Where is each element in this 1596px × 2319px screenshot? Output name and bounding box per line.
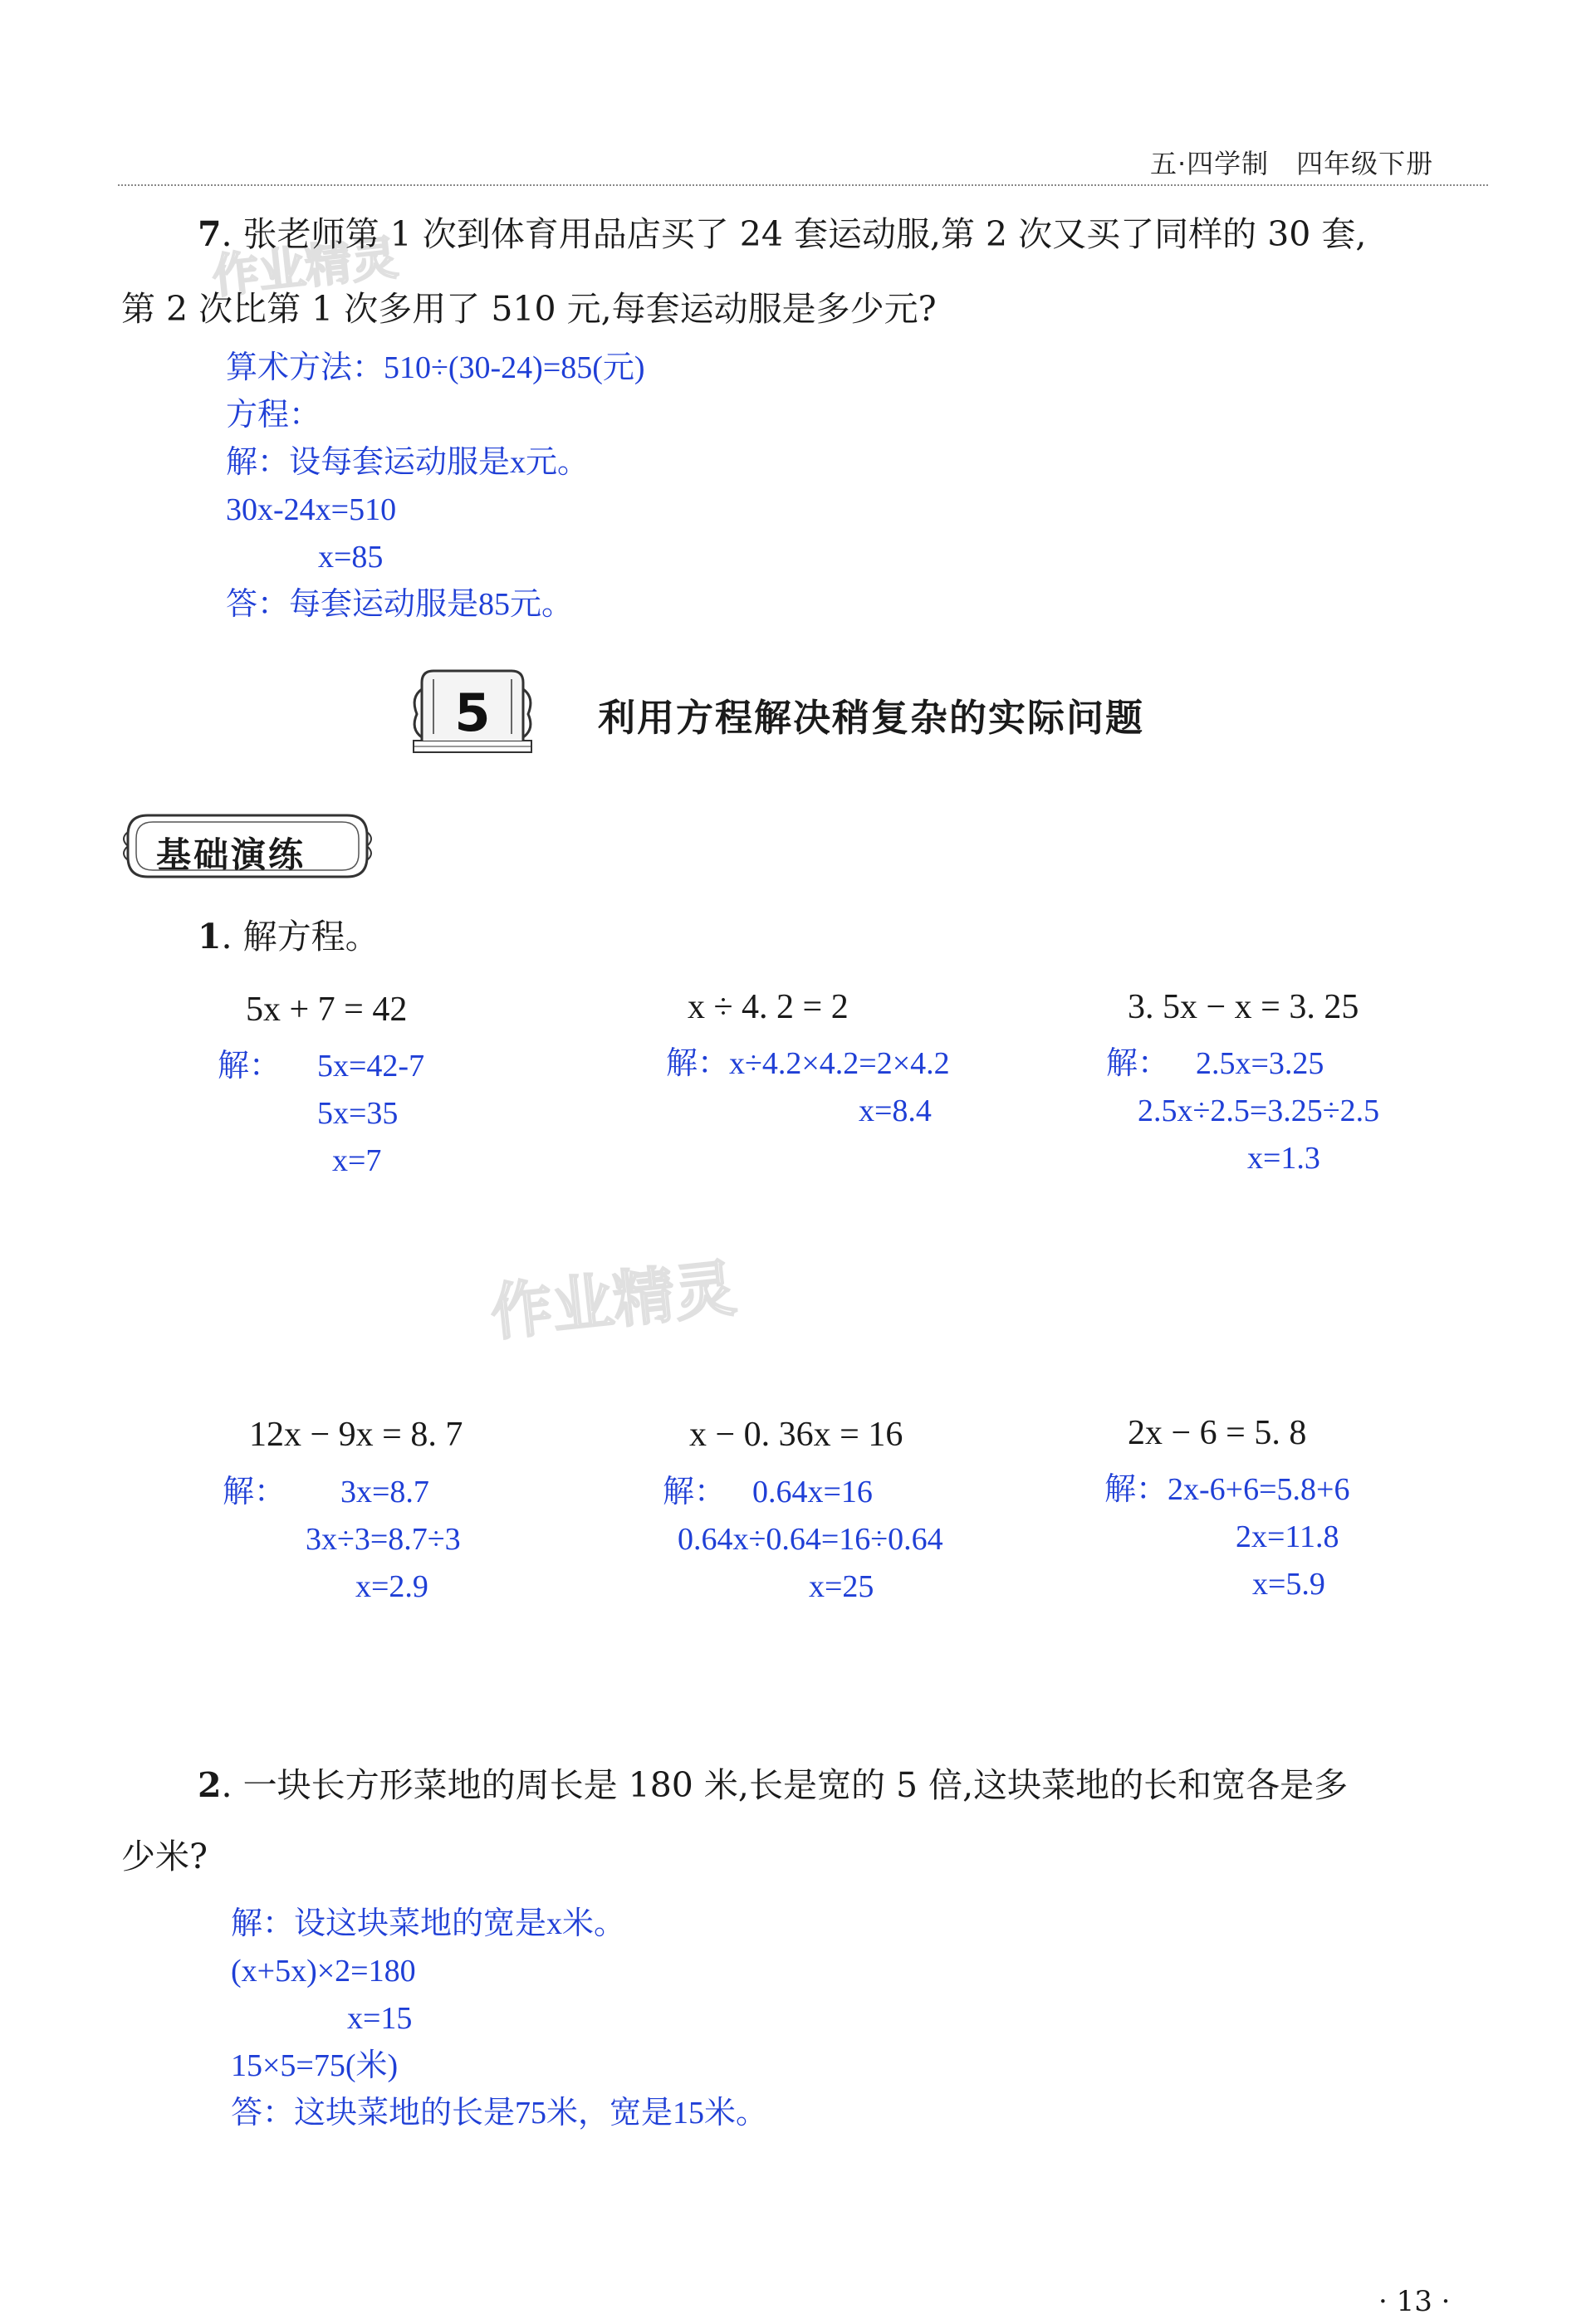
q7-number: 7 bbox=[198, 214, 222, 254]
section-number: 5 bbox=[454, 682, 491, 743]
q2-answer-step2: x=15 bbox=[347, 2001, 413, 2036]
solution-1-label: 解： bbox=[218, 1049, 282, 1084]
q7-answer-step2: x=85 bbox=[318, 540, 384, 575]
solution-6-step2: 2x=11.8 bbox=[1236, 1519, 1339, 1554]
q7-answer-let: 解：设每套运动服是x元。 bbox=[226, 445, 590, 480]
badge-label: 基础演练 bbox=[156, 834, 306, 875]
equation-6: 2x − 6 = 5. 8 bbox=[1128, 1414, 1307, 1452]
q1-prompt bbox=[198, 917, 379, 956]
q2-answer-let: 解：设这块菜地的宽是x米。 bbox=[231, 1906, 626, 1941]
q1-number: 1 bbox=[198, 917, 222, 956]
q7-line2: 第 2 次比第 1 次多用了 510 元,每套运动服是多少元? bbox=[121, 289, 937, 329]
header-book-info: 五·四学制 四年级下册 bbox=[1150, 148, 1434, 179]
equation-4: 12x − 9x = 8. 7 bbox=[249, 1416, 463, 1454]
q2-answer-conclusion: 答：这块菜地的长是75米，宽是15米。 bbox=[231, 2096, 768, 2131]
watermark-middle bbox=[486, 1240, 739, 1353]
watermark-top-text: 作业精灵 bbox=[209, 231, 401, 305]
solution-4-step1: 3x=8.7 bbox=[340, 1475, 429, 1509]
q7-text-line1: . 张老师第 1 次到体育用品店买了 24 套运动服,第 2 次又买了同样的 30 套, bbox=[221, 214, 1367, 254]
solution-5-step3: x=25 bbox=[809, 1569, 874, 1604]
solution-5-step2: 0.64x÷0.64=16÷0.64 bbox=[678, 1522, 943, 1557]
page-number: · 13 · bbox=[1378, 2285, 1451, 2318]
q7-answer-step1: 30x-24x=510 bbox=[226, 492, 397, 527]
solution-3-step2: 2.5x÷2.5=3.25÷2.5 bbox=[1138, 1093, 1380, 1128]
solution-3-step1: 2.5x=3.25 bbox=[1196, 1046, 1324, 1081]
q2-line1 bbox=[198, 1765, 1349, 1805]
q1-prompt-text: . 解方程。 bbox=[221, 917, 379, 956]
solution-4-step3: x=2.9 bbox=[355, 1569, 428, 1604]
q2-number: 2 bbox=[198, 1765, 222, 1805]
solution-3-label: 解： bbox=[1106, 1046, 1170, 1081]
section-title: 利用方程解决稍复杂的实际问题 bbox=[598, 696, 1145, 740]
solution-1-step2: 5x=35 bbox=[317, 1096, 399, 1131]
q7-answer-conclusion: 答：每套运动服是85元。 bbox=[226, 587, 574, 622]
q2-answer-step3: 15×5=75(米) bbox=[231, 2048, 399, 2083]
solution-5-step1: 0.64x=16 bbox=[752, 1475, 873, 1509]
q7-answer-arith: 算术方法：510÷(30-24)=85(元) bbox=[226, 350, 645, 385]
equation-3: 3. 5x − x = 3. 25 bbox=[1128, 988, 1359, 1026]
q7-line1 bbox=[198, 214, 1367, 254]
equation-1: 5x + 7 = 42 bbox=[246, 991, 408, 1029]
q7-answer-equation-label: 方程： bbox=[226, 398, 321, 433]
q2-text-line1: . 一块长方形菜地的周长是 180 米,长是宽的 5 倍,这块菜地的长和宽各是多 bbox=[221, 1765, 1349, 1805]
solution-4-step2: 3x÷3=8.7÷3 bbox=[306, 1522, 461, 1557]
solution-6-step3: x=5.9 bbox=[1252, 1567, 1325, 1602]
solution-2-step2: x=8.4 bbox=[859, 1093, 932, 1128]
q2-answer-step1: (x+5x)×2=180 bbox=[231, 1954, 416, 1989]
solution-1-step1: 5x=42-7 bbox=[317, 1049, 425, 1084]
section-number-emblem bbox=[405, 664, 540, 757]
solution-2-step1: 解：x÷4.2×4.2=2×4.2 bbox=[666, 1046, 950, 1081]
equation-2: x ÷ 4. 2 = 2 bbox=[688, 988, 849, 1026]
solution-6-step1: 解：2x-6+6=5.8+6 bbox=[1104, 1472, 1350, 1507]
watermark-middle-text: 作业精灵 bbox=[487, 1252, 740, 1350]
header-divider bbox=[118, 184, 1488, 186]
equation-5: x − 0. 36x = 16 bbox=[689, 1416, 903, 1454]
solution-5-label: 解： bbox=[663, 1475, 727, 1509]
solution-4-label: 解： bbox=[223, 1475, 286, 1509]
solution-1-step3: x=7 bbox=[332, 1143, 382, 1178]
solution-3-step3: x=1.3 bbox=[1247, 1141, 1320, 1176]
q2-line2: 少米? bbox=[121, 1837, 208, 1876]
